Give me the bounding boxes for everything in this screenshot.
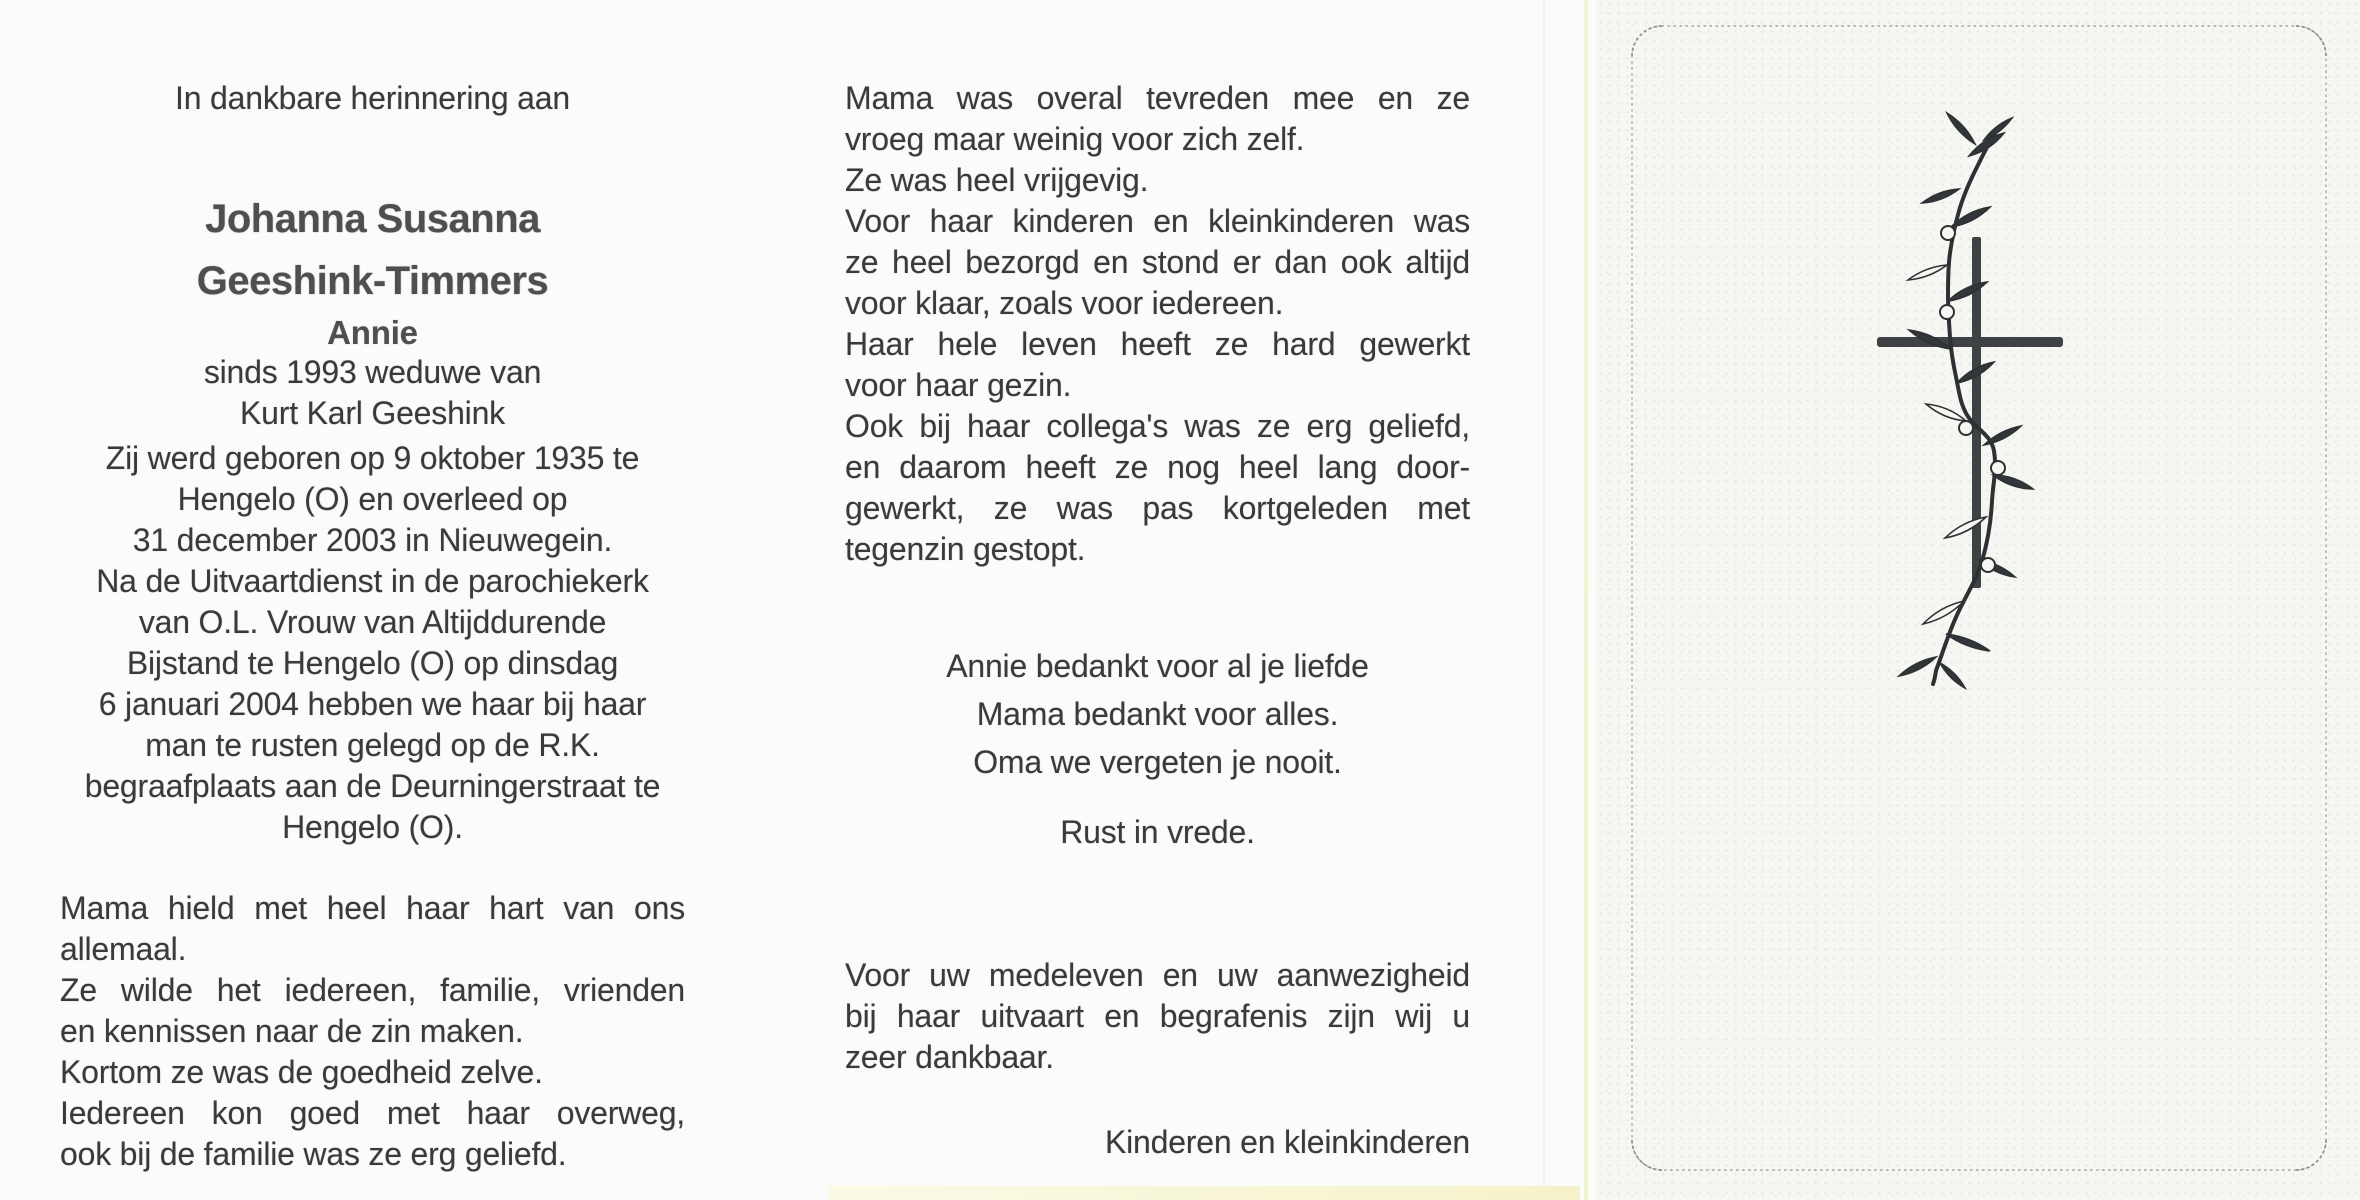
laurel-leaf [1940,663,1965,688]
laurel-leaf [1946,634,1990,651]
text-line: Mama hield met heel haar hart van ons [60,890,685,926]
text-line: gewerkt, ze was pas kortgeleden met [845,490,1470,526]
laurel-leaf [1908,265,1947,280]
text-line: Haar hele leven heeft ze hard gewerkt [845,326,1470,362]
thanks-verse [845,642,1470,786]
text-line: vroeg maar weinig voor zich zelf. [845,121,1305,157]
gratitude-paragraph [845,955,1470,1078]
laurel-leaf [1948,282,1987,301]
signature-line: Kinderen en kleinkinderen [1104,1124,1470,1160]
text-line: Bijstand te Hengelo (O) op dinsdag [126,645,619,681]
laurel-berry [1959,421,1973,435]
text-line: Annie bedankt voor al je liefde [946,648,1369,684]
text-line: 31 december 2003 in Nieuwegein. [132,522,613,558]
text-line: sinds 1993 weduwe van [203,354,542,390]
memorial-intro: In dankbare herinnering aan [175,80,570,116]
deceased-name-line1: Johanna Susanna [205,197,540,241]
text-line: Ze was heel vrijgevig. [845,162,1149,198]
right-page [1596,0,2360,1200]
biography-paragraph [60,438,685,848]
text-line: Kurt Karl Geeshink [240,395,505,431]
text-line: man te rusten gelegd op de R.K. [145,727,600,763]
scan-edge-artifact [828,1186,1580,1200]
text-line: tegenzin gestopt. [845,531,1086,567]
card-frame-corners [1632,26,2326,1170]
text-line: voor haar gezin. [845,367,1072,403]
laurel-berry [1941,226,1955,240]
text-line: Ook bij haar collega's was ze erg geliefd, [845,408,1470,444]
laurel-leaf [1993,475,2033,489]
text-line: voor klaar, zoals voor iedereen. [845,285,1284,321]
text-line: ze heel bezorgd en stond er dan ook altijd [845,244,1470,280]
text-line: Ze wilde het iedereen, familie, vrienden [60,972,685,1008]
laurel-berry [1940,305,1954,319]
text-line: Voor haar kinderen en kleinkinderen was [845,203,1470,239]
text-line: zeer dankbaar. [845,1039,1054,1075]
laurel-leaf [1922,189,1959,203]
rest-in-peace-line: Rust in vrede. [1060,814,1255,850]
text-line: Kortom ze was de goedheid zelve. [60,1054,543,1090]
text-line: bij haar uitvaart en begrafenis zijn wij u [845,998,1470,1034]
text-line: 6 januari 2004 hebben we haar bij haar [98,686,647,722]
scan-page-edge [1543,0,1545,1200]
left-page [0,0,760,1200]
text-line: ook bij de familie was ze erg geliefd. [60,1136,567,1172]
laurel-berry [1981,558,1995,572]
text-line: van O.L. Vrouw van Altijddurende [138,604,607,640]
text-line: Voor uw medeleven en uw aanwezigheid [845,957,1470,993]
text-line: Hengelo (O) en overleed op [177,481,568,517]
deceased-name-line2: Geeshink-Timmers [196,259,549,303]
text-line: Hengelo (O). [282,809,463,845]
deceased-nickname: Annie [327,314,418,351]
laurel-berry [1991,461,2005,475]
middle-page [760,0,1560,1200]
memories-paragraph [845,78,1470,570]
laurel-leaf [1899,657,1936,676]
widow-note [60,352,685,434]
tribute-paragraph [60,888,685,1175]
laurel-leaf [1984,426,2021,445]
laurel-branch-icon [1899,113,2033,688]
text-line: Iedereen kon goed met haar overweg, [60,1095,685,1131]
text-line: Mama was overal tevreden mee en ze [845,80,1470,116]
laurel-leaf [1947,113,1975,144]
deceased-name [60,188,685,312]
text-line: allemaal. [60,931,187,967]
laurel-leaf [1926,404,1966,421]
text-line: Zij werd geboren op 9 oktober 1935 te [105,440,640,476]
cross-laurel-illustration [1596,0,2360,1200]
text-line: Mama bedankt voor alles. [976,696,1339,732]
text-line: Oma we vergeten je nooit. [973,744,1342,780]
card-frame-border [1632,26,2326,1170]
text-line: en daarom heeft ze nog heel lang door- [845,449,1470,485]
text-line: begraafplaats aan de Deurningerstraat te [84,768,661,804]
scan-fold-line [1584,0,1588,1200]
text-line: en kennissen naar de zin maken. [60,1013,524,1049]
text-line: Na de Uitvaartdienst in de parochiekerk [96,563,649,599]
